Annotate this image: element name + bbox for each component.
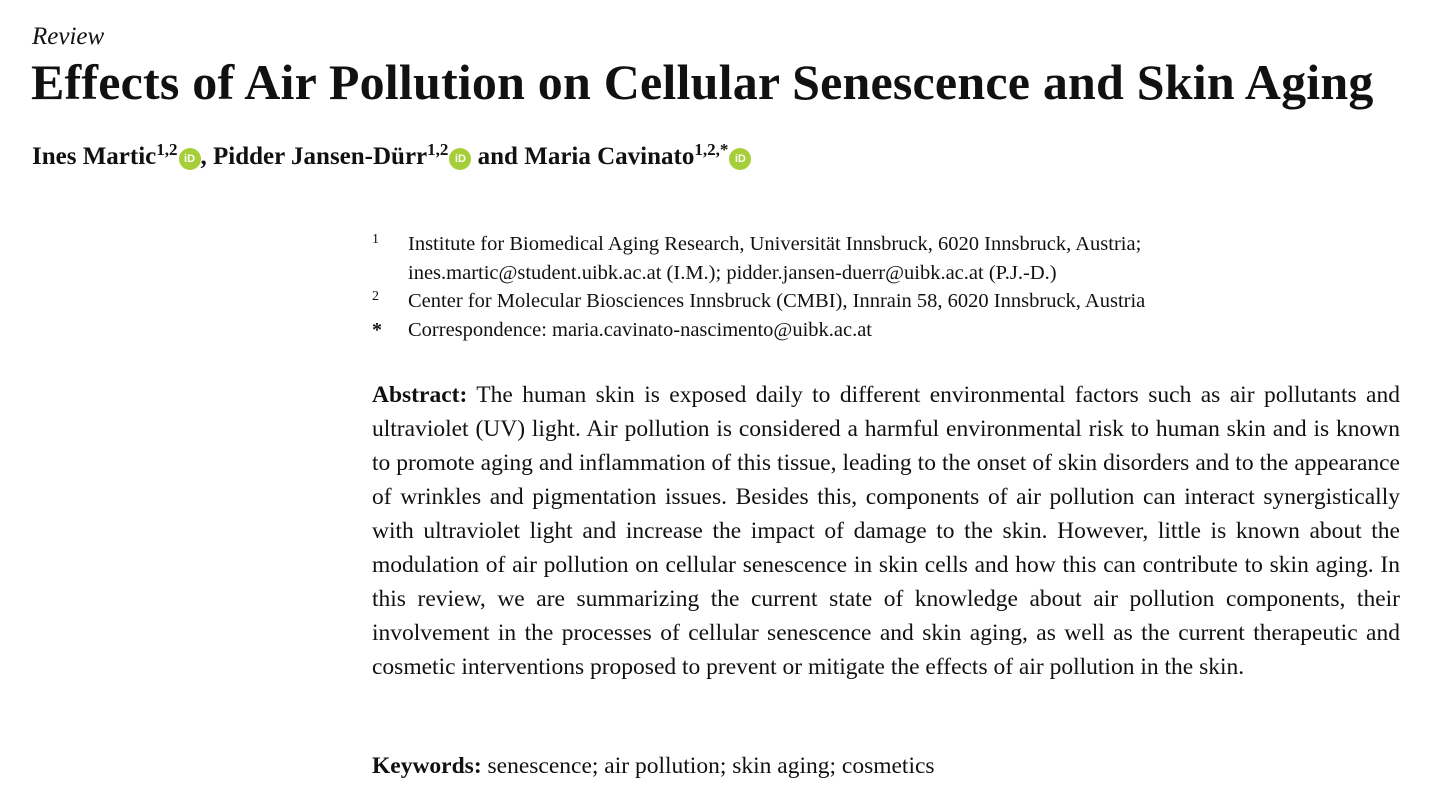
affiliation-address: Institute for Biomedical Aging Research, Universität Innsbruck, 6020 Innsbruck, Austria; xyxy=(408,233,1142,255)
author-affiliation-marks: 1,2,* xyxy=(694,140,729,159)
correspondence-email[interactable]: Correspondence: maria.cavinato-nascimento@uibk.ac.at xyxy=(408,318,873,341)
author-affiliation-marks: 1,2 xyxy=(427,140,449,159)
affiliation-emails[interactable]: ines.martic@student.uibk.ac.at (I.M.); pidder.jansen-duerr@uibk.ac.at (P.J.-D.) xyxy=(408,261,1057,284)
orcid-icon[interactable]: iD xyxy=(179,148,201,170)
correspondence-item xyxy=(372,316,1402,345)
affiliation-number: 2 xyxy=(372,289,379,304)
affiliation-text xyxy=(408,230,1141,287)
keywords-paragraph xyxy=(372,749,1400,783)
article-type-label: Review xyxy=(32,23,105,50)
author-separator: and xyxy=(471,143,525,170)
author-list xyxy=(32,140,751,174)
affiliation-number: 1 xyxy=(372,232,379,247)
affiliations-block xyxy=(372,230,1402,344)
abstract-paragraph xyxy=(372,378,1400,684)
author-separator: , xyxy=(200,143,214,170)
orcid-icon[interactable]: iD xyxy=(449,148,471,170)
keywords-text: senescence; air pollution; skin aging; cosmetics xyxy=(487,753,935,779)
keywords-label: Keywords: xyxy=(372,753,482,779)
author-affiliation-marks: 1,2 xyxy=(156,140,178,159)
correspondence-mark: * xyxy=(372,318,382,341)
affiliation-item xyxy=(372,287,1402,316)
article-title: Effects of Air Pollution on Cellular Senescence and Skin Aging xyxy=(31,54,1374,110)
author-name[interactable]: Maria Cavinato xyxy=(524,143,695,170)
abstract-label: Abstract: xyxy=(372,382,468,408)
author-name[interactable]: Pidder Jansen-Dürr xyxy=(213,143,428,170)
abstract-text: The human skin is exposed daily to different environmental factors such as air pollutants and ultraviolet (UV) light. Air pollution is considered a harmful environmental risk to human skin and is known to promote aging and inflammation of this tissue, leading to the onset of skin disorders and to the appearance of wrinkles and pigmentation issues. Besides this, components of air pollution can interact synergistically with ultraviolet light and increase the impact of damage to the skin. However, little is known about the modulation of air pollution on cellular senescence in skin cells and how this can contribute to skin aging. In this review, we are summarizing the current state of knowledge about air pollution components, their involvement in the processes of cellular senescence and skin aging, as well as the current therapeutic and cosmetic interventions proposed to prevent or mitigate the effects of air pollution in the skin. xyxy=(372,382,1400,680)
affiliation-item xyxy=(372,230,1402,287)
affiliation-address: Center for Molecular Biosciences Innsbruck (CMBI), Innrain 58, 6020 Innsbruck, Austria xyxy=(408,290,1146,312)
author-name[interactable]: Ines Martic xyxy=(32,143,157,170)
orcid-icon[interactable]: iD xyxy=(729,148,751,170)
